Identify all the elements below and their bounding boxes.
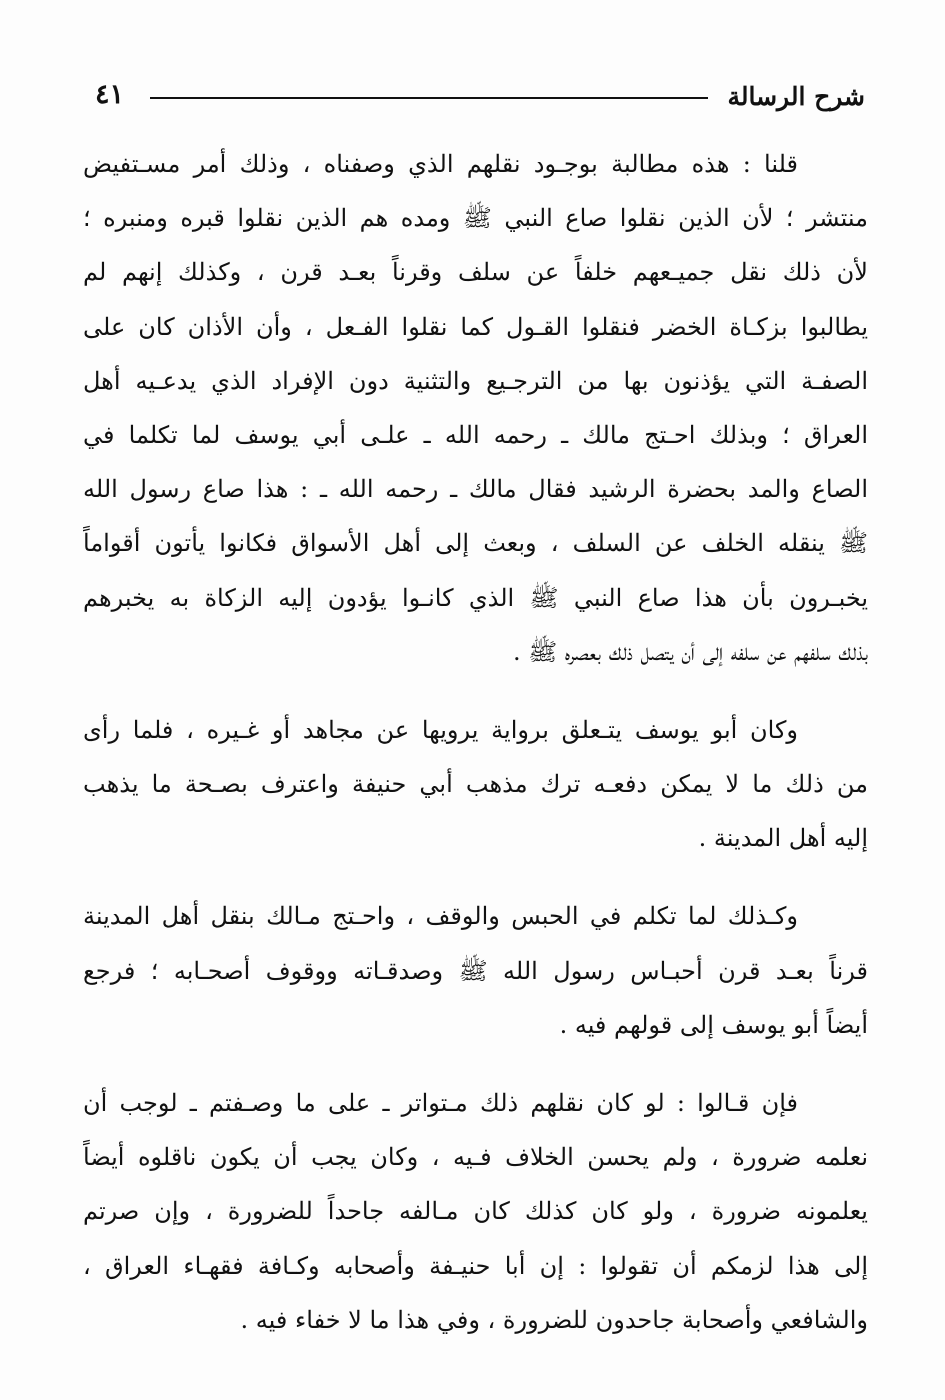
text-line: لأن ذلك نقل جميـعهم خلفاً عن سلف وقرناً بعـد قرن ، وكذلك إنهم لم [83,258,868,287]
text-line: يعلمونه ضرورة ، ولو كان كذلك كان مـالفه جاحداً للضرورة ، وإن صرتم [83,1197,868,1226]
running-title: شرح الرسالة [727,82,865,111]
text-line: وكان أبو يوسف يتـعلق برواية يرويها عن مجاهد أو غـيره ، فلما رأى [83,715,798,744]
text-line: فإن قـالوا : لو كان نقلهم ذلك مـتواتر ـ على ما وصـفتم ـ لوجب أن [83,1089,798,1117]
header-rule [150,97,708,99]
text-line: الصفـة التي يؤذنون بها من الترجـيع والتثنية دون الإفراد الذي يدعـيه أهل [83,366,868,395]
text-line: من ذلك ما لا يمكن دفعـه ترك مذهب أبي حنيفة واعترف بصـحة ما يذهب [83,770,868,799]
text-line: نعلمه ضرورة ، ولم يحسن الخلاف فـيه ، وكان يجب أن يكون ناقلوه أيضاً [83,1143,868,1172]
body-text [83,143,868,1353]
text-line: إليه أهل المدينة . [698,824,868,853]
text-line: منتشر ؛ لأن الذين نقلوا صاع النبي ﷺ ومده هم الذين نقلوا قبره ومنبره ؛ [83,204,868,233]
text-line: بذلك سلفهم عن سلفه إلى أن يتصل ذلك بعصره ﷺ . [513,637,868,666]
text-line: ﷺ ينقله الخلف عن السلف ، وبعث إلى أهل الأسواق فكانوا يأتون أقواماً [83,529,868,558]
text-line: إلى هذا لزمكم أن تقولوا : إن أبا حنيـفة وأصحابه وكـافة فقهـاء العراق ، [83,1251,868,1280]
text-line: الصاع والمد بحضرة الرشيد فقال مالك ـ رحمه الله ـ : هذا صاع رسول الله [83,475,868,504]
text-line: قرناً بعـد قرن أحبـاس رسول الله ﷺ وصدقـاته ووقوف أصحـابه ؛ فرجع [83,956,868,985]
paragraph-1 [83,143,868,685]
page-number: ٤١ [95,79,125,110]
text-line: أيضاً أبو يوسف إلى قولهم فيه . [559,1010,868,1039]
text-line: وكـذلك لما تكلم في الحبس والوقف ، واحـتج مـالك بنقل أهل المدينة [83,902,798,931]
page-header [95,78,865,122]
paragraph-gap [83,1058,868,1082]
paragraph-gap [83,871,868,895]
paragraph-3 [83,895,868,1058]
text-line: يطالبوا بزكـاة الخضر فنقلوا القـول كما نقلوا الفـعل ، وأن الأذان كان على [83,312,868,341]
paragraph-2 [83,709,868,872]
text-line: والشافعي وأصحابة جاحدون للضرورة ، وفي هذا ما لا خفاء فيه . [240,1305,868,1334]
text-line: العراق ؛ وبذلك احـتج مالك ـ رحمه الله ـ علـى أبي يوسف لما تكلما في [83,420,868,449]
text-line: قلنا : هذه مطالبة بوجـود نقلهم الذي وصفناه ، وذلك أمر مسـتفيض [83,150,798,178]
text-line: يخبـرون بأن هذا صاع النبي ﷺ الذي كانـوا يؤدون إليه الزكاة به يخبرهم [83,583,868,612]
paragraph-4 [83,1082,868,1353]
paragraph-gap [83,685,868,709]
